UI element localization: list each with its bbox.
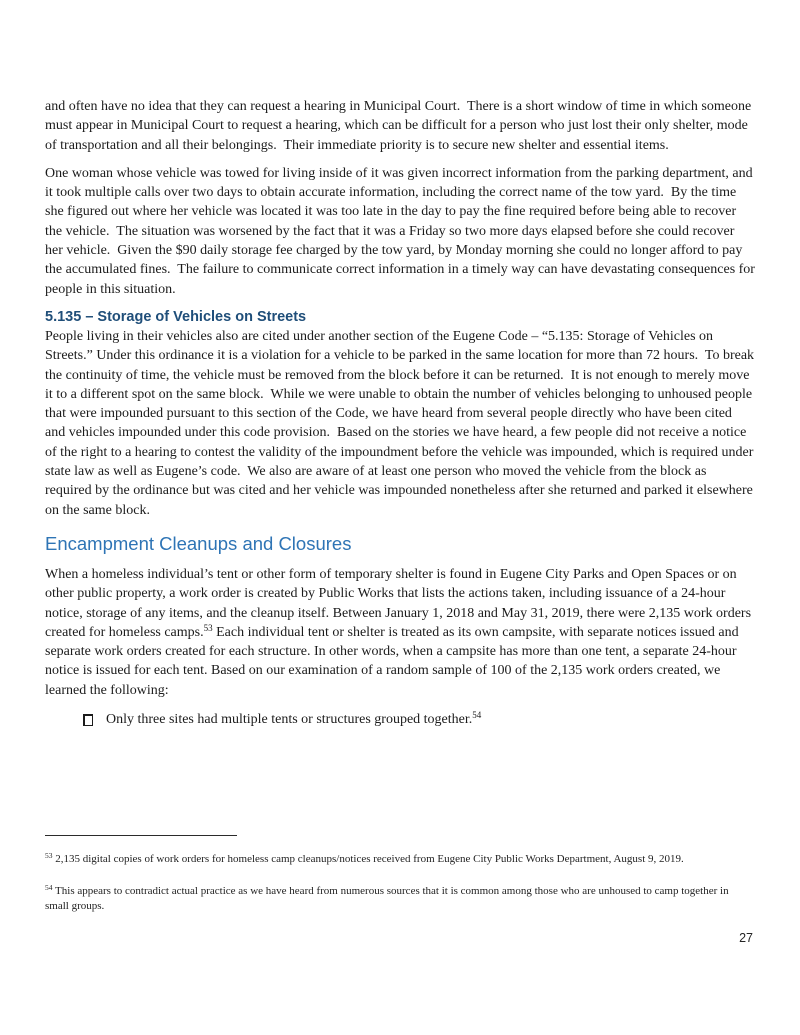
square-bullet-icon	[83, 714, 93, 726]
paragraph-hearing-window: and often have no idea that they can request a hearing in Municipal Court. There is a short window of time in which someone must appear in Municipal Court to request a hearing, which can be difficult for a person who just lost their only shelter, mode of transportation and all their belongings. Their immediate priority is to secure new shelter and essential items.	[45, 99, 755, 153]
footnote-53-number: 53	[45, 851, 53, 860]
footnote-54	[45, 884, 755, 915]
section-heading-encampment: Encampment Cleanups and Closures	[45, 532, 352, 554]
paragraph-text-after-footnote-ref: Each individual tent or shelter is treated as its own campsite, with separate notices issued and separate work orders created for each structure. In other words, when a campsite has more than one tent, a separate 24-hour notice is issued for each tent. Based on our examination of a random sample of 100 of the 2,135 work orders created, we learned the following:	[45, 624, 743, 698]
list-item-text-body: Only three sites had multiple tents or structures grouped together.	[106, 712, 473, 728]
list-item	[83, 710, 755, 729]
footnote-53-text: 2,135 digital copies of work orders for homeless camp cleanups/notices received from Eugene City Public Works Department, August 9, 2019.	[52, 853, 684, 865]
footnote-54-text: This appears to contradict actual practice as we have heard from numerous sources that it is common among those who are unhoused to camp together in small groups.	[45, 884, 732, 913]
paragraph-text-before-footnote-ref: When a homeless individual’s tent or other form of temporary shelter is found in Eugene City Parks and Open Spaces or on other public property, a work order is created by Public Works that lists the actions taken, including issuance of a 24-hour notice, storage of any items, and the cleanup itself. Between January 1, 2018 and May 31, 2019, there were 2,135 work orders created for homeless camps.	[45, 566, 755, 640]
footnote-separator	[45, 835, 237, 836]
list-item-text	[106, 710, 481, 729]
footnote-54-number: 54	[45, 882, 53, 892]
subsection-heading-5135: 5.135 – Storage of Vehicles on Streets	[45, 308, 307, 325]
footnote-ref-54: 54	[472, 710, 482, 721]
paragraph-5135-body: People living in their vehicles also are cited under another section of the Eugene Code – “5.135: Storage of Vehicles on Streets.” Under this ordinance it is a violation for a vehicle to be parked in the same location for more than 72 hours. To break the continuity of time, the vehicle must be removed from the block before it can be returned. It is not enough to merely move it to a different spot on the same block. While we were unable to obtain the number of vehicles belonging to unhoused people that were impounded pursuant to this section of the Code, we have heard from several people directly who have been cited and vehicles impounded under this code provision. Based on the stories we have heard, a few people did not receive a notice of the right to a hearing to contest the validity of the impoundment before the vehicle was impounded, which is required under state law as well as Eugene’s code. We also are aware of at least one person who moved the vehicle from the block as required by the ordinance but was cited and her vehicle was impounded nonetheless after she returned and parked it elsewhere on the same block.	[45, 328, 758, 518]
document-body	[45, 97, 759, 729]
footnote-area	[45, 835, 755, 915]
paragraph-encampment-body	[45, 565, 755, 700]
footnote-53	[45, 852, 755, 868]
page-number: 27	[739, 931, 753, 945]
footnote-ref-53: 53	[203, 622, 213, 633]
paragraph-towed-woman: One woman whose vehicle was towed for living inside of it was given incorrect information from the parking department, and it took multiple calls over two days to obtain accurate information, including the correct name of the tow yard. By the time she figured out where her vehicle was located it was too late in the day to pay the fine required before being able to recover the vehicle. The situation was worsened by the fact that it was a Friday so two more days elapsed before she could recover her vehicle. Given the $90 daily storage fee charged by the tow yard, by Monday morning she could no longer afford to pay the accumulated fines. The failure to communicate correct information in a timely way can have devastating consequences for people in this situation.	[45, 165, 759, 297]
